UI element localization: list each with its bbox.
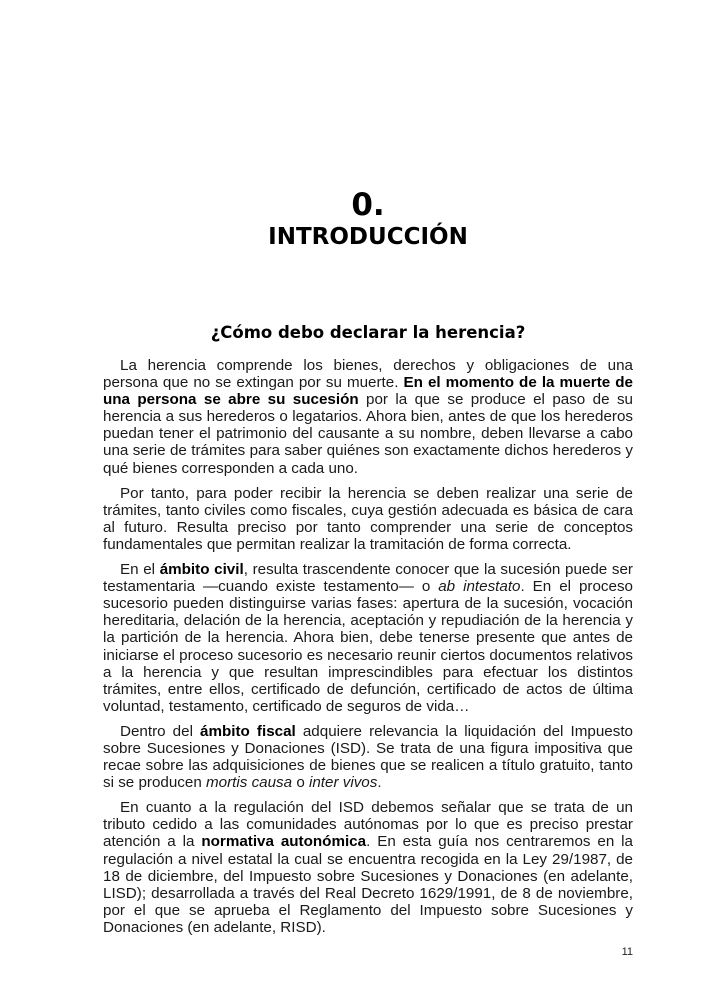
paragraph-regulacion-isd <box>103 799 633 936</box>
chapter-number: 0. <box>351 187 385 223</box>
paragraph-text: . <box>377 774 382 792</box>
page-number: 11 <box>621 946 633 958</box>
paragraph-tramites <box>103 485 633 553</box>
paragraph-text: En el <box>120 561 160 579</box>
paragraph-text: . En el proceso sucesorio pueden distinguirse varias fases: apertura de la sucesión, vocación hereditaria, delación de la herencia, aceptación y repudiación de la herencia y la partición de la herencia. Ahora bien, debe tenerse presente que antes de iniciarse el proceso sucesorio es necesario reunir ciertos documentos relativos a la herencia y que resultan imprescindibles para efectuar los distintos trámites, entre ellos, certificado de defunción, certificado de actos de última voluntad, testamento, certificado de seguros de vida… <box>103 578 633 715</box>
bold-phrase: ámbito civil <box>159 561 244 579</box>
body-text <box>103 357 633 944</box>
paragraph-text: La herencia comprende los bienes, derechos y obligaciones de una persona que no se extingan por su muerte. <box>103 357 633 392</box>
italic-phrase: ab intestato <box>438 578 521 596</box>
paragraph-text: En cuanto a la regulación del ISD debemos señalar que se trata de un tributo cedido a las comunidades autónomas por lo que es preciso prestar atención a la <box>103 799 633 851</box>
italic-phrase: mortis causa <box>206 774 293 792</box>
paragraph-ambito-fiscal <box>103 723 633 791</box>
paragraph-ambito-civil <box>103 561 633 715</box>
section-heading: ¿Cómo debo declarar la herencia? <box>210 323 526 342</box>
bold-phrase: normativa autonómica <box>201 833 367 851</box>
bold-phrase: En el momento de la muerte de una persona se abre su sucesión <box>103 374 633 409</box>
paragraph-text: Dentro del <box>120 722 201 740</box>
paragraph-text: Por tanto, para poder recibir la herencia se deben realizar una serie de trámites, tanto civiles como fiscales, cuya gestión adecuada es básica de cara al futuro. Resulta preciso por tanto comprender una serie de conceptos fundamentales que permitan realizar la tramitación de forma correcta. <box>103 484 633 553</box>
italic-phrase: inter vivos <box>308 774 378 792</box>
paragraph-text: o <box>292 774 309 792</box>
bold-phrase: ámbito fiscal <box>200 722 296 740</box>
paragraph-herencia <box>103 357 633 477</box>
paragraph-text: adquiere relevancia la liquidación del Impuesto sobre Sucesiones y Donaciones (ISD). Se trata de una figura impositiva que recae sobre las adquisiciones de bienes que se realicen a título gratuito, tanto si se producen <box>103 722 633 792</box>
chapter-title: INTRODUCCIÓN <box>268 224 468 250</box>
paragraph-text: por la que se produce el paso de su herencia a sus herederos o legatarios. Ahora bien, antes de que los herederos puedan tener el patrimonio del causante a su nombre, deben llevarse a cabo una serie de trámites para saber quiénes son exactamente dichos herederos y qué bienes corresponden a cada uno. <box>103 391 633 477</box>
paragraph-text: . En esta guía nos centraremos en la regulación a nivel estatal la cual se encuentra recogida en la Ley 29/1987, de 18 de diciembre, del Impuesto sobre Sucesiones y Donaciones (en adelante, LISD); desarrollada a través del Real Decreto 1629/1991, de 8 de noviembre, por el que se aprueba el Reglamento del Impuesto sobre Sucesiones y Donaciones (en adelante, RISD). <box>103 833 633 936</box>
paragraph-text: , resulta trascendente conocer que la sucesión puede ser testamentaria —cuando existe testamento— o <box>103 561 633 596</box>
